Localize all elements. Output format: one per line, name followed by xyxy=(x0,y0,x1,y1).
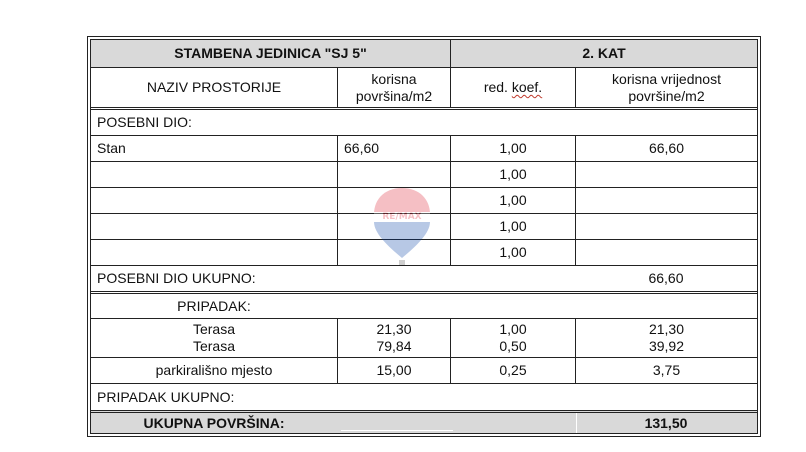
room-coef: 1,00 xyxy=(450,214,575,239)
column-header-row xyxy=(91,67,757,107)
room-name xyxy=(91,214,337,239)
title-row xyxy=(91,40,757,67)
table-row xyxy=(91,161,757,187)
col-header-name: NAZIV PROSTORIJE xyxy=(146,79,282,95)
col-header-value: korisna vrijednost površine/m2 xyxy=(575,68,757,107)
room-value xyxy=(575,188,757,213)
total-value: 66,60 xyxy=(648,270,684,286)
room-name: parkirališno mjesto xyxy=(155,362,273,378)
divider xyxy=(341,430,453,431)
col-header-coef: red. koef. xyxy=(450,68,575,107)
total-value xyxy=(575,384,757,410)
table-row xyxy=(91,213,757,239)
room-area xyxy=(337,162,450,187)
area-table xyxy=(90,39,758,434)
room-value: 66,60 xyxy=(575,136,757,161)
col-header-area: korisna površina/m2 xyxy=(337,68,450,107)
area-table-frame xyxy=(87,36,761,437)
room-area: 21,30 79,84 xyxy=(337,319,450,357)
section-label: POSEBNI DIO: xyxy=(97,114,192,130)
posebni-dio-total-row xyxy=(91,265,757,291)
total-label: POSEBNI DIO UKUPNO: xyxy=(97,270,256,286)
room-coef: 0,25 xyxy=(450,358,575,383)
unit-title: STAMBENA JEDINICA "SJ 5" xyxy=(174,45,367,61)
room-name xyxy=(91,240,337,265)
total-label: PRIPADAK UKUPNO: xyxy=(97,388,235,405)
table-row xyxy=(91,239,757,265)
grand-total-label: UKUPNA POVRŠINA: xyxy=(143,414,285,431)
floor-title: 2. KAT xyxy=(450,40,757,67)
room-value: 21,30 39,92 xyxy=(575,319,757,357)
room-name: Terasa Terasa xyxy=(192,321,236,354)
room-area: 66,60 xyxy=(337,136,450,161)
room-value xyxy=(575,214,757,239)
grand-total-row xyxy=(91,410,757,433)
room-area xyxy=(337,214,450,239)
table-row-parking xyxy=(91,357,757,383)
room-name: Stan xyxy=(97,140,126,156)
room-coef: 1,00 0,50 xyxy=(450,319,575,357)
room-area xyxy=(337,188,450,213)
room-area xyxy=(337,240,450,265)
room-coef: 1,00 xyxy=(450,136,575,161)
section-label: PRIPADAK: xyxy=(177,297,251,314)
table-row xyxy=(91,135,757,161)
room-coef: 1,00 xyxy=(450,188,575,213)
section-posebni-dio xyxy=(91,107,757,135)
spellcheck-word: koef. xyxy=(511,79,543,95)
pripadak-total-row xyxy=(91,383,757,410)
room-name xyxy=(91,188,337,213)
room-value xyxy=(575,162,757,187)
section-pripadak xyxy=(91,291,757,318)
grand-total-value: 131,50 xyxy=(644,414,688,431)
table-row xyxy=(91,187,757,213)
room-coef: 1,00 xyxy=(450,162,575,187)
svg-text:RE/MAX: RE/MAX xyxy=(382,212,422,222)
room-value: 3,75 xyxy=(575,358,757,383)
room-coef: 1,00 xyxy=(450,240,575,265)
room-value xyxy=(575,240,757,265)
table-row-terasa xyxy=(91,318,757,357)
room-name xyxy=(91,162,337,187)
room-area: 15,00 xyxy=(337,358,450,383)
